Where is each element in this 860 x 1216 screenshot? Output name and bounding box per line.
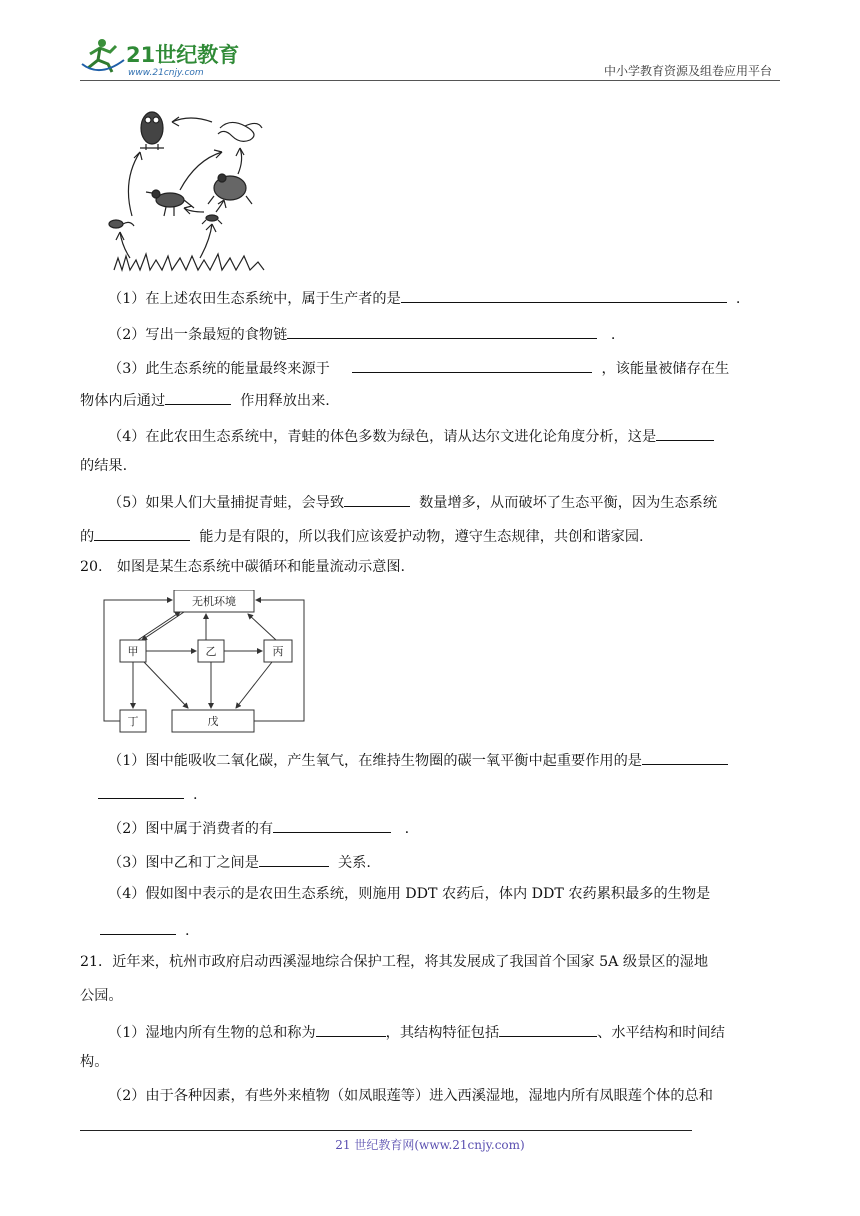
q21-part1-cont: 构。 <box>80 1054 109 1070</box>
q20-part1: （1）图中能吸收二氧化碳，产生氧气，在维持生物圈的碳一氧平衡中起重要作用的是 <box>108 748 728 771</box>
q19-part3-answer-blank-1[interactable] <box>352 356 592 373</box>
q20-part1-answer-blank-1[interactable] <box>642 748 728 765</box>
node-yi-label: 乙 <box>205 645 217 658</box>
node-bing-label: 丙 <box>272 645 284 658</box>
q21-part2: （2）由于各种因素，有些外来植物（如凤眼莲等）进入西溪湿地，湿地内所有凤眼莲个体的总和 <box>108 1088 713 1104</box>
q19-part1-answer-blank[interactable] <box>401 286 727 303</box>
q19-part5-answer-blank-2[interactable] <box>94 524 190 541</box>
q19-part5-cont: 的 能力是有限的，所以我们应该爱护动物，遵守生态规律，共创和谐家园. <box>80 524 644 547</box>
snake-icon <box>218 122 262 141</box>
header-divider <box>80 80 780 81</box>
food-web-illustration <box>100 100 275 272</box>
mouse-icon <box>109 220 134 228</box>
bird-icon <box>146 190 194 216</box>
site-logo <box>80 34 250 78</box>
logo-title: 21世纪教育 <box>126 43 240 67</box>
grass-icon <box>114 254 264 270</box>
q21-title: 21．近年来，杭州市政府启动西溪湿地综合保护工程，将其发展成了我国首个国家 5A 级景区的湿地 <box>80 954 709 970</box>
q20-part4: （4）假如图中表示的是农田生态系统，则施用 DDT 农药后，体内 DDT 农药累积最多的生物是 <box>108 886 711 902</box>
q20-title: 20. 如图是某生态系统中碳循环和能量流动示意图. <box>80 559 406 575</box>
runner-icon <box>82 39 124 72</box>
q19-part4: （4）在此农田生态系统中，青蛙的体色多数为绿色，请从达尔文进化论角度分析，这是 <box>108 424 714 447</box>
q20-part2-answer-blank[interactable] <box>273 816 391 833</box>
node-wu-label: 戊 <box>207 715 219 728</box>
q20-part1-cont: . <box>98 782 198 805</box>
q19-part3-answer-blank-2[interactable] <box>165 388 231 405</box>
node-env-label: 无机环境 <box>192 595 236 608</box>
q19-part3-cont: 物体内后通过 作用释放出来. <box>80 388 330 411</box>
q20-part4-answer-blank[interactable] <box>100 918 176 935</box>
q20-part2: （2）图中属于消费者的有 . <box>108 816 409 839</box>
q20-part4-cont: . <box>100 918 190 941</box>
q21-part1-answer-blank-2[interactable] <box>499 1020 597 1037</box>
q21-title-cont: 公园。 <box>80 988 123 1004</box>
owl-icon <box>140 112 164 150</box>
q19-part3: （3）此生态系统的能量最终来源于 ，该能量被储存在生 <box>108 356 780 379</box>
q21-part1: （1）湿地内所有生物的总和称为 ，其结构特征包括 、水平结构和时间结 <box>108 1020 725 1043</box>
header-platform-text: 中小学教育资源及组卷应用平台 <box>603 64 772 78</box>
frog-icon <box>208 174 252 204</box>
q20-part3-answer-blank[interactable] <box>259 850 329 867</box>
q19-part2: （2）写出一条最短的食物链 . <box>108 322 615 345</box>
carbon-cycle-diagram <box>100 590 314 736</box>
q19-part2-answer-blank[interactable] <box>287 322 597 339</box>
q20-part3: （3）图中乙和丁之间是 关系. <box>108 850 371 873</box>
logo-url: www.21cnjy.com <box>128 68 204 78</box>
q19-part5-answer-blank-1[interactable] <box>344 490 410 507</box>
q19-part5: （5）如果人们大量捕捉青蛙，会导致 数量增多，从而破坏了生态平衡，因为生态系统 <box>108 490 717 513</box>
q19-part1: （1）在上述农田生态系统中，属于生产者的是 . <box>108 286 740 309</box>
footer-site-link[interactable]: 21 世纪教育网(www.21cnjy.com) <box>335 1138 525 1152</box>
footer-divider <box>80 1130 692 1131</box>
q21-part1-answer-blank-1[interactable] <box>316 1020 386 1037</box>
node-ding-label: 丁 <box>127 715 139 728</box>
q19-part4-answer-blank[interactable] <box>656 424 714 441</box>
node-jia-label: 甲 <box>127 645 139 658</box>
insect-icon <box>202 215 222 224</box>
q19-part4-cont: 的结果. <box>80 458 128 474</box>
q20-part1-answer-blank-2[interactable] <box>98 782 184 799</box>
